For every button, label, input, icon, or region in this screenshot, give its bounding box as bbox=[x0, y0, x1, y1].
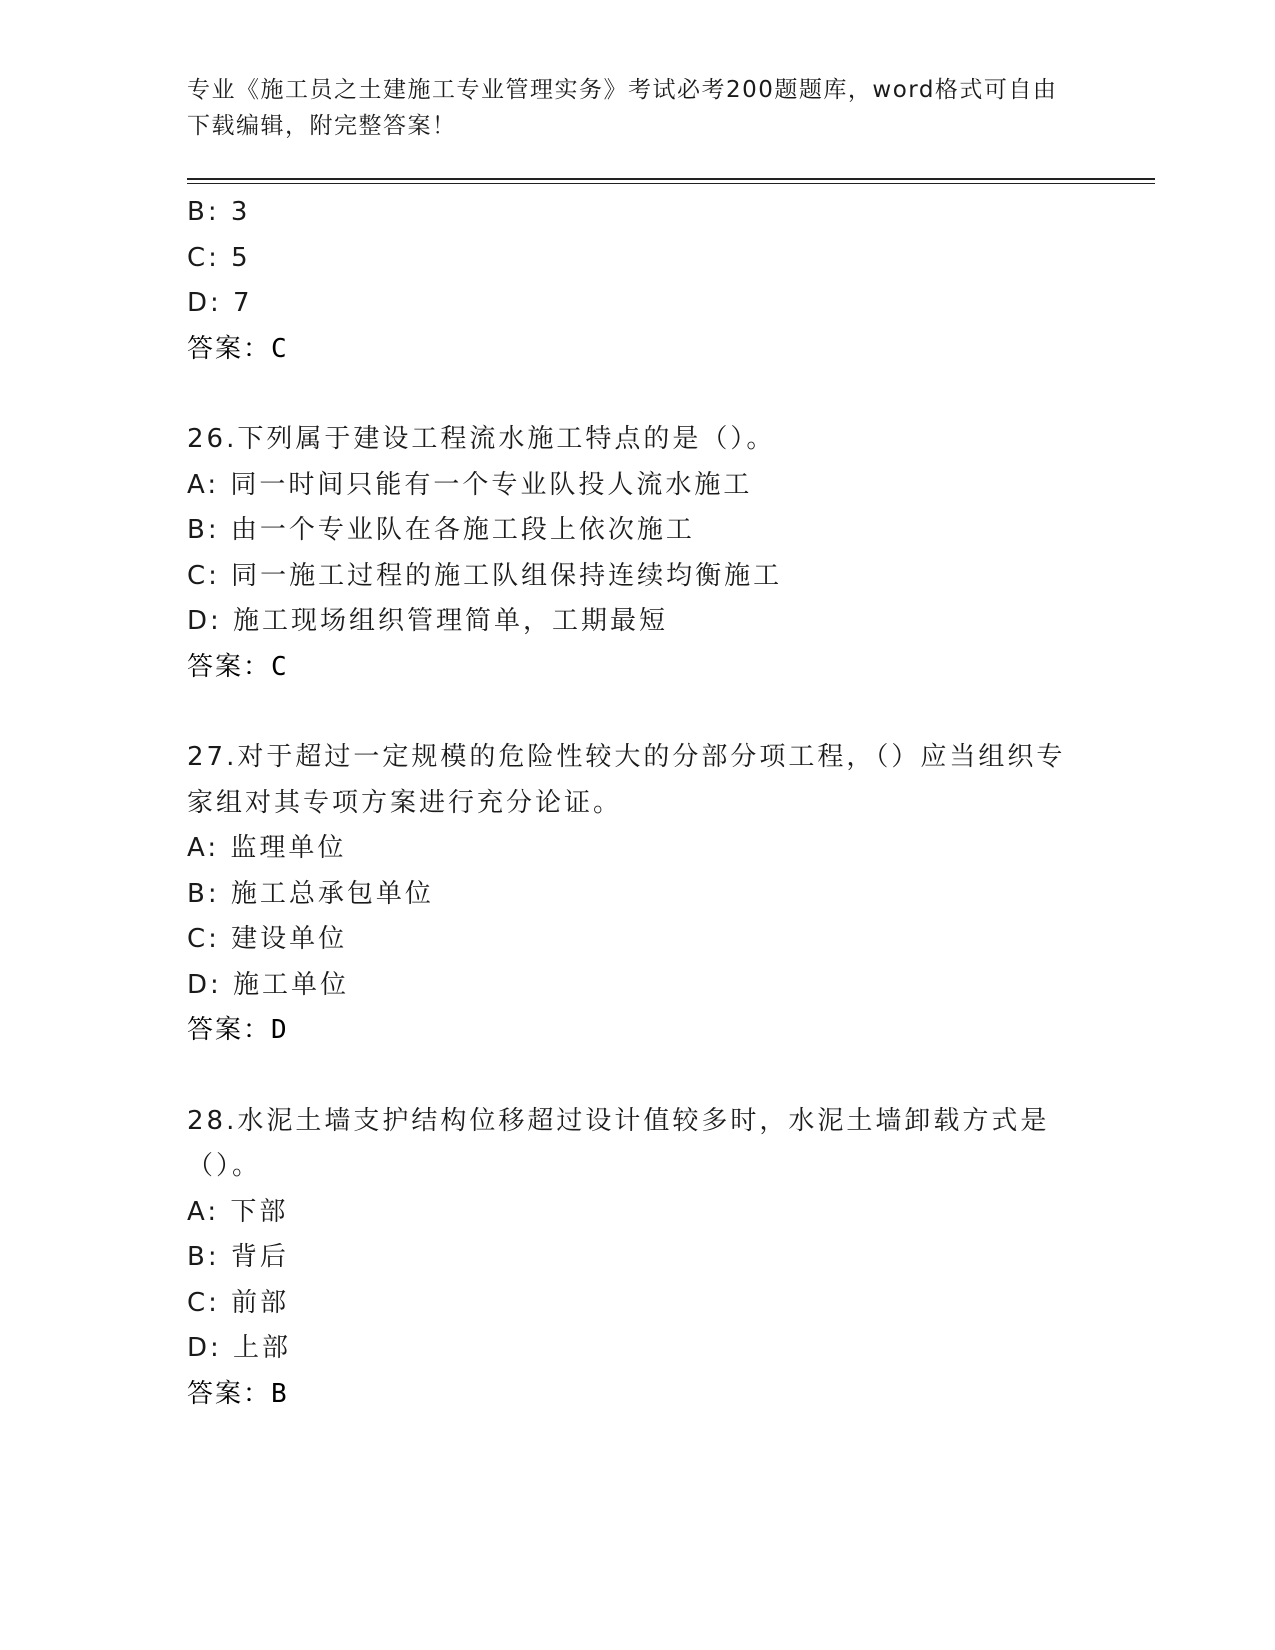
question-item bbox=[187, 1099, 1067, 1418]
spacer bbox=[187, 1054, 1067, 1099]
option-c: C: 同一施工过程的施工队组保持连续均衡施工 bbox=[187, 560, 783, 591]
question-item bbox=[187, 417, 1067, 690]
document-header bbox=[187, 72, 1067, 144]
answer-value: D bbox=[271, 1015, 288, 1045]
option-d: D: 7 bbox=[187, 288, 253, 318]
option-d: D: 上部 bbox=[187, 1333, 292, 1363]
option-c: C: 建设单位 bbox=[187, 924, 348, 954]
option-b: B: 3 bbox=[187, 197, 251, 227]
option-a: A: 同一时间只能有一个专业队投人流水施工 bbox=[187, 469, 753, 500]
answer-label: 答案： bbox=[187, 651, 272, 682]
option-a: A: 下部 bbox=[187, 1196, 289, 1227]
option-b: B: 由一个专业队在各施工段上依次施工 bbox=[187, 515, 695, 545]
answer-label: 答案： bbox=[187, 333, 272, 364]
option-d: D: 施工单位 bbox=[187, 969, 350, 1000]
header-line-1: 专业《施工员之土建施工专业管理实务》考试必考200题题库，word格式可自由 bbox=[187, 77, 1058, 103]
answer-label: 答案： bbox=[187, 1015, 272, 1045]
spacer bbox=[187, 372, 1067, 417]
spacer bbox=[187, 690, 1067, 735]
question-item bbox=[187, 735, 1067, 1054]
question-stem: 26.下列属于建设工程流水施工特点的是（）。 bbox=[187, 424, 776, 454]
answer-label: 答案： bbox=[187, 1378, 272, 1409]
question-stem: 27.对于超过一定规模的危险性较大的分部分项工程，（）应当组织专家组对其专项方案进行充分论证。 bbox=[187, 742, 1066, 818]
option-a: A: 监理单位 bbox=[187, 833, 347, 863]
answer-value: C bbox=[271, 333, 288, 364]
answer-line bbox=[187, 327, 1067, 373]
answer-line bbox=[187, 1372, 1067, 1418]
answer-line bbox=[187, 1008, 1067, 1054]
answer-line bbox=[187, 645, 1067, 691]
option-c: C: 5 bbox=[187, 242, 251, 273]
question-stem: 28.水泥土墙支护结构位移超过设计值较多时，水泥土墙卸载方式是（）。 bbox=[187, 1105, 1050, 1181]
option-d: D: 施工现场组织管理简单，工期最短 bbox=[187, 606, 669, 636]
answer-value: B bbox=[271, 1378, 288, 1409]
question-list bbox=[187, 190, 1067, 1417]
option-b: B: 背后 bbox=[187, 1242, 289, 1272]
option-b: B: 施工总承包单位 bbox=[187, 878, 434, 909]
option-c: C: 前部 bbox=[187, 1287, 290, 1318]
header-divider-thin bbox=[187, 183, 1155, 184]
answer-value: C bbox=[271, 651, 288, 682]
header-divider-thick bbox=[187, 178, 1155, 180]
partial-question bbox=[187, 190, 1067, 372]
header-line-2: 下载编辑，附完整答案！ bbox=[187, 113, 457, 139]
